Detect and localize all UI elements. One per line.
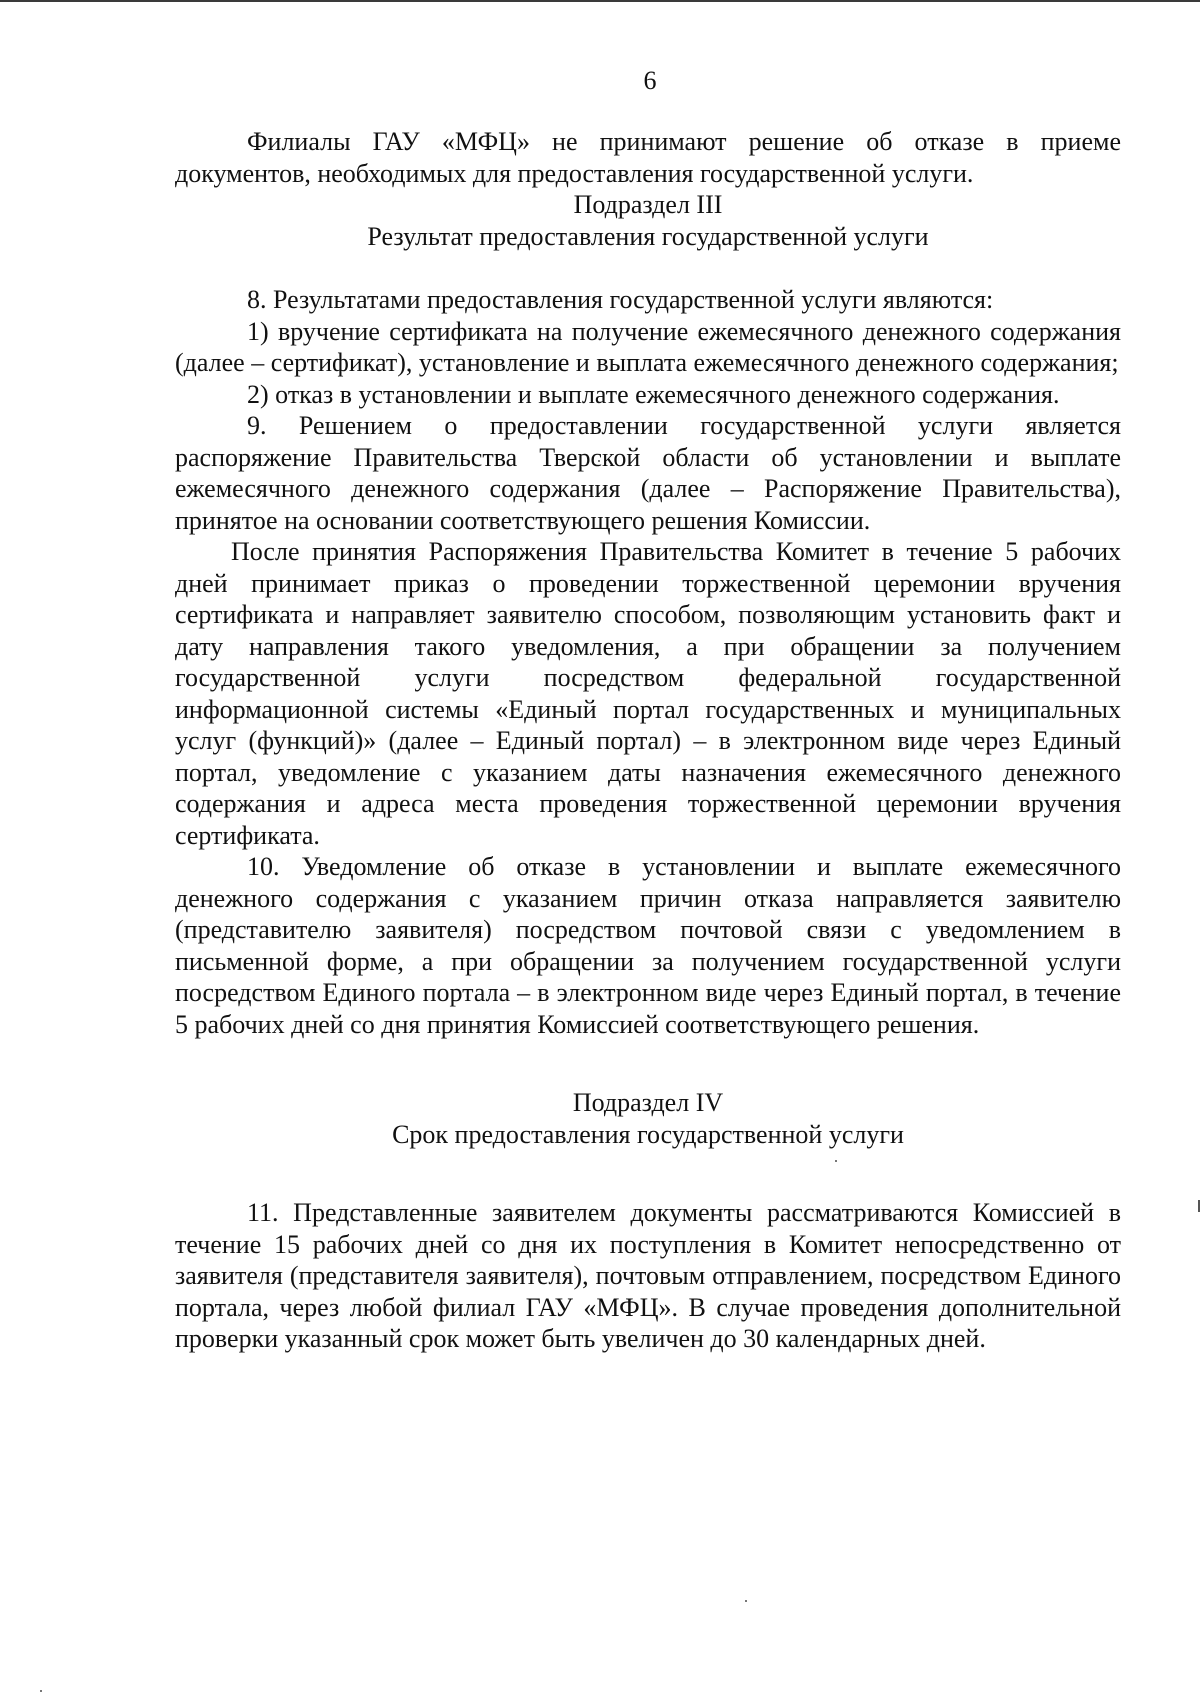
- scan-speck: [40, 1690, 42, 1692]
- scan-speck: [745, 1600, 747, 1602]
- subsection-3-subtitle: Результат предоставления государственной услуги: [367, 221, 929, 251]
- spacer: [175, 252, 1121, 284]
- scan-top-edge: [0, 0, 1200, 2]
- paragraph-11: 11. Представленные заявителем документы рассматриваются Комиссией в течение 15 рабочих дней со дня их поступления в Комитет непосредственно от заявителя (представителя заявителя), почтовым отправлением, посредством Единого портала, через любой филиал ГАУ «МФЦ». В случае проведения дополнительной проверки указанный срок может быть увеличен до 30 календарных дней.: [175, 1198, 1121, 1353]
- paragraph-8-item-2: 2) отказ в установлении и выплате ежемесячного денежного содержания.: [247, 379, 1060, 409]
- spacer: [175, 1150, 1121, 1197]
- document-body: [175, 126, 1121, 1355]
- paragraph-8-item-1: 1) вручение сертификата на получение ежемесячного денежного содержания (далее – сертификат), установление и выплата ежемесячного денежного содержания;: [175, 316, 1121, 377]
- paragraph-branches: Филиалы ГАУ «МФЦ» не принимают решение об отказе в приеме документов, необходимых для предоставления государственной услуги.: [175, 127, 1121, 188]
- subsection-3-title: Подраздел III: [573, 190, 723, 219]
- subsection-4-subtitle: Срок предоставления государственной услуги: [392, 1119, 904, 1149]
- spacer: [175, 1040, 1121, 1087]
- subsection-4-title: Подраздел IV: [572, 1088, 724, 1117]
- page-number: 6: [643, 66, 657, 95]
- paragraph-10: 10. Уведомление об отказе в установлении и выплате ежемесячного денежного содержания с указанием причин отказа направляется заявителю (представителю заявителя) посредством почтовой связи с уведомлением в письменной форме, а при обращении за получением государственной услуги посредством Единого портала – в электронном виде через Единый портал, в течение 5 рабочих дней со дня принятия Комиссией соответствующего решения.: [175, 852, 1121, 1039]
- paragraph-8: 8. Результатами предоставления государственной услуги являются:: [247, 285, 994, 314]
- paragraph-9-continuation: После принятия Распоряжения Правительства Комитет в течение 5 рабочих дней принимает приказ о проведении торжественной церемонии вручения сертификата и направляет заявителю способом, позволяющим установить факт и дату направления такого уведомления, а при обращении за получением государственной услуги посредством федеральной государственной информационной системы «Единый портал государственных и муниципальных услуг (функций)» (далее – Единый портал) – в электронном виде через Единый портал, уведомление с указанием даты назначения ежемесячного денежного содержания и адреса места проведения торжественной церемонии вручения сертификата.: [175, 537, 1121, 850]
- paragraph-9: 9. Решением о предоставлении государственной услуги является распоряжение Правительства Тверской области об установлении и выплате ежемесячного денежного содержания (далее – Распоряжение Правительства), принятое на основании соответствующего решения Комиссии.: [175, 411, 1121, 535]
